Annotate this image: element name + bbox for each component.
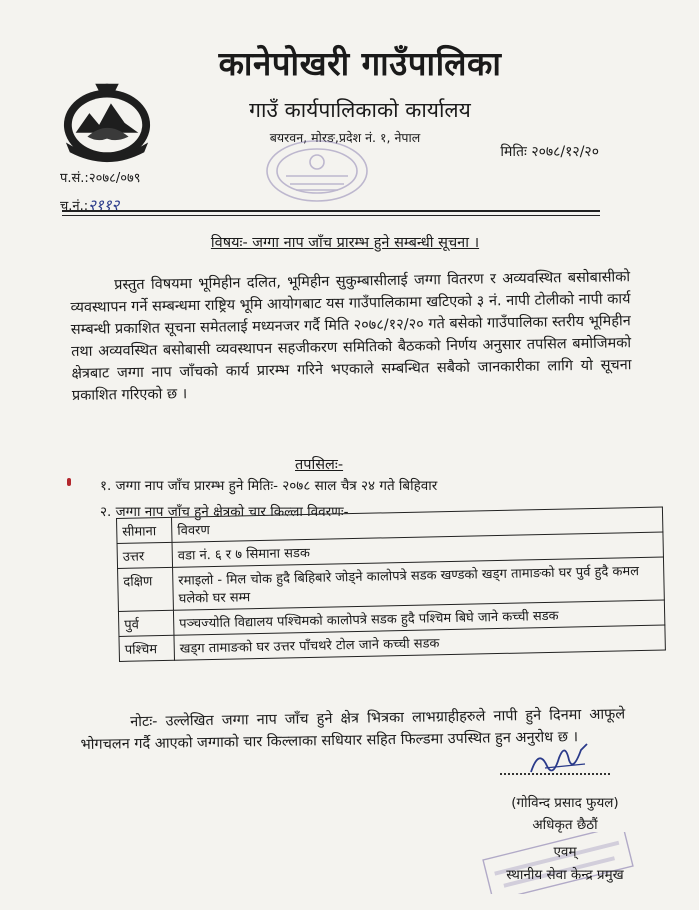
note-paragraph: नोटः- उल्लेखित जग्गा नाप जाँच हुने क्षेत्र भित्रका लाभग्राहीहरुले नापी हुने दिनमा आफूले भोगचलन गर्दै आएको जग्गाको चार किल्लाका सधियार सहित फिल्डमा उपस्थित हुन अनुरोध छ । [80,706,626,753]
office-address: बयरवन, मोरङ,प्रदेश नं. १, नेपाल [269,130,421,145]
table-cell-direction: उत्तर [117,542,173,568]
cn-value-handwritten: २११२ [88,196,120,214]
cn-label: च.नं.: [60,199,89,214]
tapasil-heading: तपसिलः- [295,457,344,473]
list-item-start-date: १. जग्गा नाप जाँच प्रारम्भ हुने मितिः- २०७८ साल चैत्र २४ गते बिहिवार [100,478,438,494]
date-line [500,142,599,161]
table-header-cell: विवरण [171,507,662,542]
table-cell-direction: पश्चिम [119,635,175,661]
table-cell-direction: पुर्व [118,610,174,636]
date-value: २०७८/१२/२० [531,144,599,160]
signature-line [500,773,610,775]
body-paragraph: प्रस्तुत विषयमा भूमिहीन दलित, भूमिहीन सुकुम्बासीलाई जग्गा वितरण र अव्यवस्थित बसोबासीको व्यवस्थापन गर्ने सम्बन्धमा राष्ट्रिय भूमि आयोगबाट यस गाउँपालिकामा खटिएको ३ नं. नापी टोलीको नापी कार्य सम्बन्धी प्रकाशित सूचना समेतलाई मध्यनजर गर्दै मिति २०७८/१२/२० गते बसेको गाउँपालिका स्तरीय भूमिहीन तथा अव्यवस्थित बसोबासी व्यवस्थापन सहजीकरण समितिको बैठकको निर्णय अनुसार तपसिल बमोजिमको क्षेत्रबाट जग्गा नाप जाँचको कार्य प्रारम्भ गरिने भएकाले सम्बन्धित सबैको जानकारीका लागि यो सूचना प्रकाशित गरिएको छ । [70,269,632,404]
nepal-emblem-icon [58,74,156,166]
table-cell-direction: दक्षिण [118,567,174,611]
ps-value: २०७८/०७९ [88,171,141,186]
signatory-office: स्थानीय सेवा केन्द्र प्रमुख [506,867,624,883]
office-name: गाउँ कार्यपालिकाको कार्यालय [249,98,471,122]
signatory-title: अधिकृत छैठौं [532,817,598,833]
list-item-boundary: २. जग्गा नाप जाँच हुने क्षेत्रको चार किल्ला विवरणः- [100,504,349,520]
municipality-name: कानेपोखरी गाउँपालिका [218,44,502,83]
ps-label: प.सं.: [60,171,89,186]
table-cell-description: पञ्चज्योति विद्यालय पश्चिमको कालोपत्रे सडक हुदै पश्चिम बिघे जाने कच्ची सडक [173,600,664,635]
handwritten-signature [525,738,595,782]
subject-line: विषयः- जग्गा नाप जाँच प्रारम्भ हुने सम्बन्धी सूचना । [210,235,480,251]
header-divider-thin [62,215,600,216]
reference-ps [60,168,141,186]
table-cell-description: खड्ग तामाङको घर उत्तर पाँचथरे टोल जाने कच्ची सडक [174,625,665,660]
ink-mark [67,478,71,486]
table-cell-description: वडा नं. ६ र ७ सिमाना सडक [172,532,663,567]
signatory-and: एवम् [553,844,577,860]
office-seal-stamp [262,138,372,204]
reference-cn [60,195,119,215]
table-header-cell: सीमाना [117,517,173,543]
header-divider [62,210,600,212]
signatory-name: (गोविन्द प्रसाद फुयल) [511,795,619,811]
date-label: मितिः [500,144,527,160]
boundary-table [116,507,666,662]
table-cell-description: रमाइलो - मिल चोक हुदै बिहिबारे जोड्ने कालोपत्रे सडक खण्डको खड्ग तामाङको घर पुर्व हुदै कमल घलेको घर सम्म [173,557,665,610]
